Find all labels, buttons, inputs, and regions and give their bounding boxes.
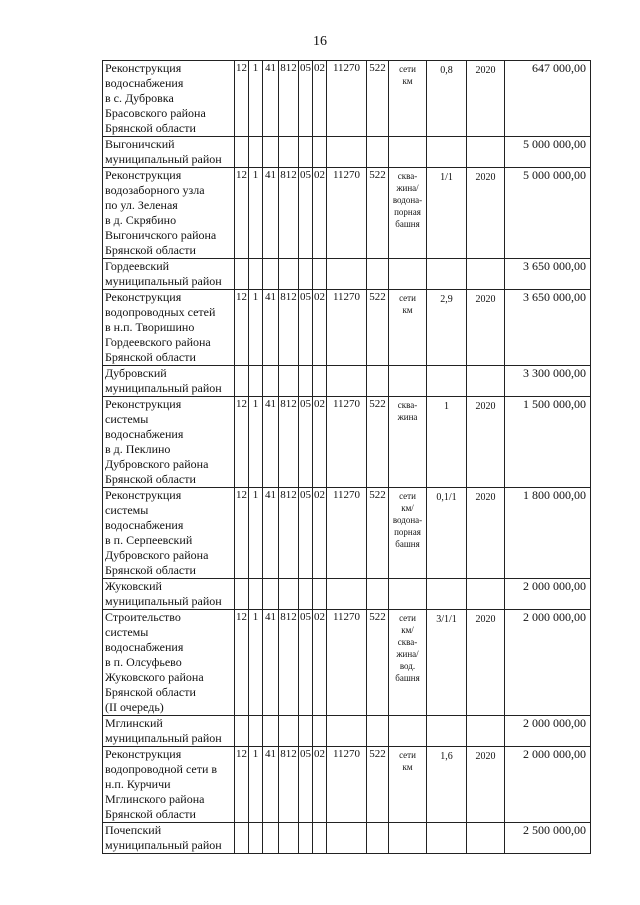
code-cell: 05: [299, 61, 313, 137]
row-name-line: водоснабжения: [105, 76, 184, 90]
code-cell: [299, 366, 313, 397]
unit-line: водона-: [392, 515, 423, 525]
unit-line: порная: [394, 207, 421, 217]
row-name-line: системы: [105, 412, 149, 426]
code-cell: [327, 823, 367, 854]
code-cell: [279, 579, 299, 610]
row-name-line: в н.п. Творишино: [105, 320, 195, 334]
unit-cell: [389, 716, 427, 747]
row-name-cell: [103, 168, 235, 259]
year-cell: 2020: [467, 168, 505, 259]
quantity-cell: 1/1: [427, 168, 467, 259]
quantity-cell: [427, 823, 467, 854]
row-name-line: муниципальный район: [105, 838, 222, 852]
unit-line: башня: [395, 539, 420, 549]
row-name-cell: [103, 61, 235, 137]
code-cell: 812: [279, 168, 299, 259]
table-row: [103, 610, 591, 716]
row-name-line: Брянской области: [105, 121, 196, 135]
row-name-line: муниципальный район: [105, 594, 222, 608]
table-row: [103, 579, 591, 610]
row-name-line: Дубровский: [105, 366, 167, 380]
code-cell: [249, 716, 263, 747]
code-cell: [249, 366, 263, 397]
quantity-cell: 0,1/1: [427, 488, 467, 579]
code-cell: 11270: [327, 290, 367, 366]
code-cell: 11270: [327, 488, 367, 579]
code-cell: 12: [235, 168, 249, 259]
code-cell: [327, 137, 367, 168]
code-cell: [235, 366, 249, 397]
code-cell: 02: [313, 747, 327, 823]
year-cell: [467, 823, 505, 854]
table-row: [103, 137, 591, 168]
row-name-line: водоснабжения: [105, 518, 184, 532]
amount-cell: 3 650 000,00: [505, 290, 591, 366]
unit-line: башня: [395, 219, 420, 229]
unit-cell: [389, 610, 427, 716]
table-row: [103, 290, 591, 366]
row-name-line: Брянской области: [105, 472, 196, 486]
unit-line: сква-: [397, 637, 418, 647]
amount-cell: 3 650 000,00: [505, 259, 591, 290]
table-row: [103, 259, 591, 290]
amount-cell: 2 000 000,00: [505, 747, 591, 823]
table-row: [103, 488, 591, 579]
amount-cell: 3 300 000,00: [505, 366, 591, 397]
year-cell: [467, 716, 505, 747]
code-cell: 11270: [327, 747, 367, 823]
row-name-line: муниципальный район: [105, 152, 222, 166]
code-cell: 812: [279, 488, 299, 579]
code-cell: 812: [279, 747, 299, 823]
row-name-line: Реконструкция: [105, 61, 182, 75]
code-cell: 1: [249, 397, 263, 488]
unit-line: км/: [401, 503, 414, 513]
row-name-line: муниципальный район: [105, 274, 222, 288]
code-cell: [249, 823, 263, 854]
code-cell: [235, 137, 249, 168]
table-body: [103, 61, 591, 854]
code-cell: [263, 823, 279, 854]
code-cell: [249, 259, 263, 290]
quantity-cell: [427, 137, 467, 168]
code-cell: 02: [313, 290, 327, 366]
code-cell: 11270: [327, 168, 367, 259]
code-cell: [279, 716, 299, 747]
code-cell: [263, 259, 279, 290]
row-name-line: Реконструкция: [105, 747, 182, 761]
unit-line: сети: [399, 64, 416, 74]
code-cell: 02: [313, 61, 327, 137]
code-cell: [263, 137, 279, 168]
year-cell: 2020: [467, 290, 505, 366]
table-row: [103, 168, 591, 259]
code-cell: [279, 137, 299, 168]
year-cell: 2020: [467, 61, 505, 137]
code-cell: 1: [249, 747, 263, 823]
quantity-cell: 1,6: [427, 747, 467, 823]
year-cell: [467, 579, 505, 610]
code-cell: [263, 716, 279, 747]
unit-line: сква-: [397, 400, 418, 410]
unit-line: км: [402, 305, 413, 315]
table-row: [103, 747, 591, 823]
row-name-line: Реконструкция: [105, 168, 182, 182]
row-name-cell: [103, 259, 235, 290]
code-cell: [299, 823, 313, 854]
year-cell: 2020: [467, 747, 505, 823]
row-name-line: Реконструкция: [105, 488, 182, 502]
table-row: [103, 823, 591, 854]
code-cell: [367, 259, 389, 290]
amount-cell: 2 000 000,00: [505, 610, 591, 716]
row-name-cell: [103, 290, 235, 366]
row-name-cell: [103, 610, 235, 716]
unit-line: водона-: [392, 195, 423, 205]
code-cell: 02: [313, 397, 327, 488]
amount-cell: 2 500 000,00: [505, 823, 591, 854]
code-cell: 522: [367, 61, 389, 137]
row-name-line: Жуковского района: [105, 670, 204, 684]
row-name-line: в д. Пеклино: [105, 442, 171, 456]
code-cell: [249, 579, 263, 610]
quantity-cell: 1: [427, 397, 467, 488]
row-name-line: водозаборного узла: [105, 183, 205, 197]
code-cell: 41: [263, 61, 279, 137]
code-cell: 522: [367, 168, 389, 259]
row-name-line: Мглинского района: [105, 792, 205, 806]
quantity-cell: [427, 366, 467, 397]
code-cell: [263, 579, 279, 610]
year-cell: 2020: [467, 488, 505, 579]
code-cell: [367, 137, 389, 168]
row-name-cell: [103, 579, 235, 610]
quantity-cell: [427, 259, 467, 290]
code-cell: 41: [263, 168, 279, 259]
code-cell: 05: [299, 290, 313, 366]
row-name-line: Выгоничский: [105, 137, 175, 151]
code-cell: [235, 823, 249, 854]
row-name-line: водопроводной сети в: [105, 762, 218, 776]
amount-cell: 5 000 000,00: [505, 137, 591, 168]
code-cell: [235, 579, 249, 610]
amount-cell: 2 000 000,00: [505, 716, 591, 747]
row-name-line: в с. Дубровка: [105, 91, 174, 105]
code-cell: 1: [249, 488, 263, 579]
row-name-line: по ул. Зеленая: [105, 198, 178, 212]
row-name-line: Дубровского района: [105, 457, 209, 471]
quantity-cell: 0,8: [427, 61, 467, 137]
amount-cell: 1 800 000,00: [505, 488, 591, 579]
unit-line: жина: [397, 412, 418, 422]
code-cell: [327, 259, 367, 290]
code-cell: [235, 716, 249, 747]
unit-cell: [389, 168, 427, 259]
code-cell: [313, 137, 327, 168]
row-name-line: Брянской области: [105, 685, 196, 699]
unit-cell: [389, 259, 427, 290]
code-cell: 12: [235, 61, 249, 137]
row-name-line: Выгоничского района: [105, 228, 217, 242]
table-row: [103, 366, 591, 397]
code-cell: [299, 259, 313, 290]
code-cell: [299, 716, 313, 747]
unit-line: сети: [399, 491, 416, 501]
code-cell: 1: [249, 168, 263, 259]
code-cell: 12: [235, 610, 249, 716]
unit-cell: [389, 290, 427, 366]
row-name-cell: [103, 137, 235, 168]
code-cell: 05: [299, 488, 313, 579]
row-name-line: системы: [105, 503, 149, 517]
row-name-cell: [103, 488, 235, 579]
row-name-line: Гордеевского района: [105, 335, 211, 349]
code-cell: 05: [299, 747, 313, 823]
row-name-line: водоснабжения: [105, 427, 184, 441]
unit-line: вод.: [399, 661, 416, 671]
code-cell: [279, 823, 299, 854]
quantity-cell: 2,9: [427, 290, 467, 366]
code-cell: [367, 579, 389, 610]
code-cell: 522: [367, 610, 389, 716]
amount-cell: 5 000 000,00: [505, 168, 591, 259]
row-name-line: Гордеевский: [105, 259, 170, 273]
code-cell: 41: [263, 610, 279, 716]
unit-line: км: [402, 762, 413, 772]
code-cell: [327, 366, 367, 397]
code-cell: 02: [313, 168, 327, 259]
row-name-line: в п. Серпеевский: [105, 533, 193, 547]
code-cell: 02: [313, 610, 327, 716]
code-cell: [313, 823, 327, 854]
unit-cell: [389, 366, 427, 397]
table-row: [103, 61, 591, 137]
row-name-cell: [103, 716, 235, 747]
code-cell: 522: [367, 488, 389, 579]
row-name-line: Реконструкция: [105, 397, 182, 411]
code-cell: [367, 823, 389, 854]
code-cell: [327, 716, 367, 747]
row-name-line: Брянской области: [105, 807, 196, 821]
row-name-line: Почепский: [105, 823, 162, 837]
code-cell: [299, 137, 313, 168]
code-cell: [235, 259, 249, 290]
quantity-cell: [427, 579, 467, 610]
code-cell: [263, 366, 279, 397]
code-cell: 1: [249, 290, 263, 366]
code-cell: 522: [367, 290, 389, 366]
code-cell: 12: [235, 488, 249, 579]
unit-line: сети: [399, 613, 416, 623]
row-name-line: (II очередь): [105, 700, 164, 714]
row-name-line: Брянской области: [105, 563, 196, 577]
unit-line: порная: [394, 527, 421, 537]
row-name-line: Жуковский: [105, 579, 162, 593]
unit-cell: [389, 579, 427, 610]
code-cell: 1: [249, 610, 263, 716]
unit-line: сети: [399, 750, 416, 760]
row-name-line: Мглинский: [105, 716, 163, 730]
unit-line: км/: [401, 625, 414, 635]
row-name-line: Строительство: [105, 610, 181, 624]
year-cell: [467, 137, 505, 168]
code-cell: [327, 579, 367, 610]
row-name-line: Брасовского района: [105, 106, 206, 120]
code-cell: 41: [263, 290, 279, 366]
code-cell: [299, 579, 313, 610]
row-name-line: системы: [105, 625, 149, 639]
code-cell: 522: [367, 747, 389, 823]
code-cell: 12: [235, 747, 249, 823]
code-cell: 05: [299, 168, 313, 259]
code-cell: 11270: [327, 397, 367, 488]
code-cell: 05: [299, 610, 313, 716]
unit-cell: [389, 397, 427, 488]
row-name-cell: [103, 823, 235, 854]
code-cell: 1: [249, 61, 263, 137]
code-cell: 11270: [327, 61, 367, 137]
code-cell: 812: [279, 610, 299, 716]
year-cell: 2020: [467, 610, 505, 716]
row-name-cell: [103, 366, 235, 397]
quantity-cell: [427, 716, 467, 747]
code-cell: 41: [263, 488, 279, 579]
unit-cell: [389, 823, 427, 854]
code-cell: 41: [263, 397, 279, 488]
table-row: [103, 397, 591, 488]
year-cell: [467, 366, 505, 397]
page-number: 16: [313, 34, 327, 49]
code-cell: 05: [299, 397, 313, 488]
row-name-line: Брянской области: [105, 243, 196, 257]
row-name-cell: [103, 747, 235, 823]
code-cell: [279, 259, 299, 290]
code-cell: 41: [263, 747, 279, 823]
unit-cell: [389, 61, 427, 137]
amount-cell: 1 500 000,00: [505, 397, 591, 488]
code-cell: [279, 366, 299, 397]
unit-cell: [389, 488, 427, 579]
row-name-line: Брянской области: [105, 350, 196, 364]
code-cell: 522: [367, 397, 389, 488]
code-cell: [367, 366, 389, 397]
year-cell: 2020: [467, 397, 505, 488]
row-name-line: Дубровского района: [105, 548, 209, 562]
unit-cell: [389, 137, 427, 168]
row-name-line: водоснабжения: [105, 640, 184, 654]
code-cell: 02: [313, 488, 327, 579]
code-cell: 11270: [327, 610, 367, 716]
code-cell: 12: [235, 290, 249, 366]
code-cell: 812: [279, 290, 299, 366]
code-cell: [249, 137, 263, 168]
unit-line: башня: [395, 673, 420, 683]
unit-line: км: [402, 76, 413, 86]
code-cell: 12: [235, 397, 249, 488]
amount-cell: 2 000 000,00: [505, 579, 591, 610]
row-name-line: муниципальный район: [105, 381, 222, 395]
row-name-line: н.п. Курчичи: [105, 777, 171, 791]
unit-line: жина/: [396, 183, 419, 193]
unit-line: сети: [399, 293, 416, 303]
code-cell: 812: [279, 397, 299, 488]
quantity-cell: 3/1/1: [427, 610, 467, 716]
code-cell: [313, 579, 327, 610]
row-name-line: в д. Скрябино: [105, 213, 177, 227]
row-name-line: в п. Олсуфьево: [105, 655, 182, 669]
code-cell: [313, 366, 327, 397]
code-cell: [313, 259, 327, 290]
code-cell: [367, 716, 389, 747]
code-cell: [313, 716, 327, 747]
row-name-line: водопроводных сетей: [105, 305, 216, 319]
table-row: [103, 716, 591, 747]
unit-cell: [389, 747, 427, 823]
amount-cell: 647 000,00: [505, 61, 591, 137]
code-cell: 812: [279, 61, 299, 137]
unit-line: жина/: [396, 649, 419, 659]
budget-table: [102, 60, 591, 854]
row-name-cell: [103, 397, 235, 488]
row-name-line: Реконструкция: [105, 290, 182, 304]
unit-line: сква-: [397, 171, 418, 181]
year-cell: [467, 259, 505, 290]
row-name-line: муниципальный район: [105, 731, 222, 745]
